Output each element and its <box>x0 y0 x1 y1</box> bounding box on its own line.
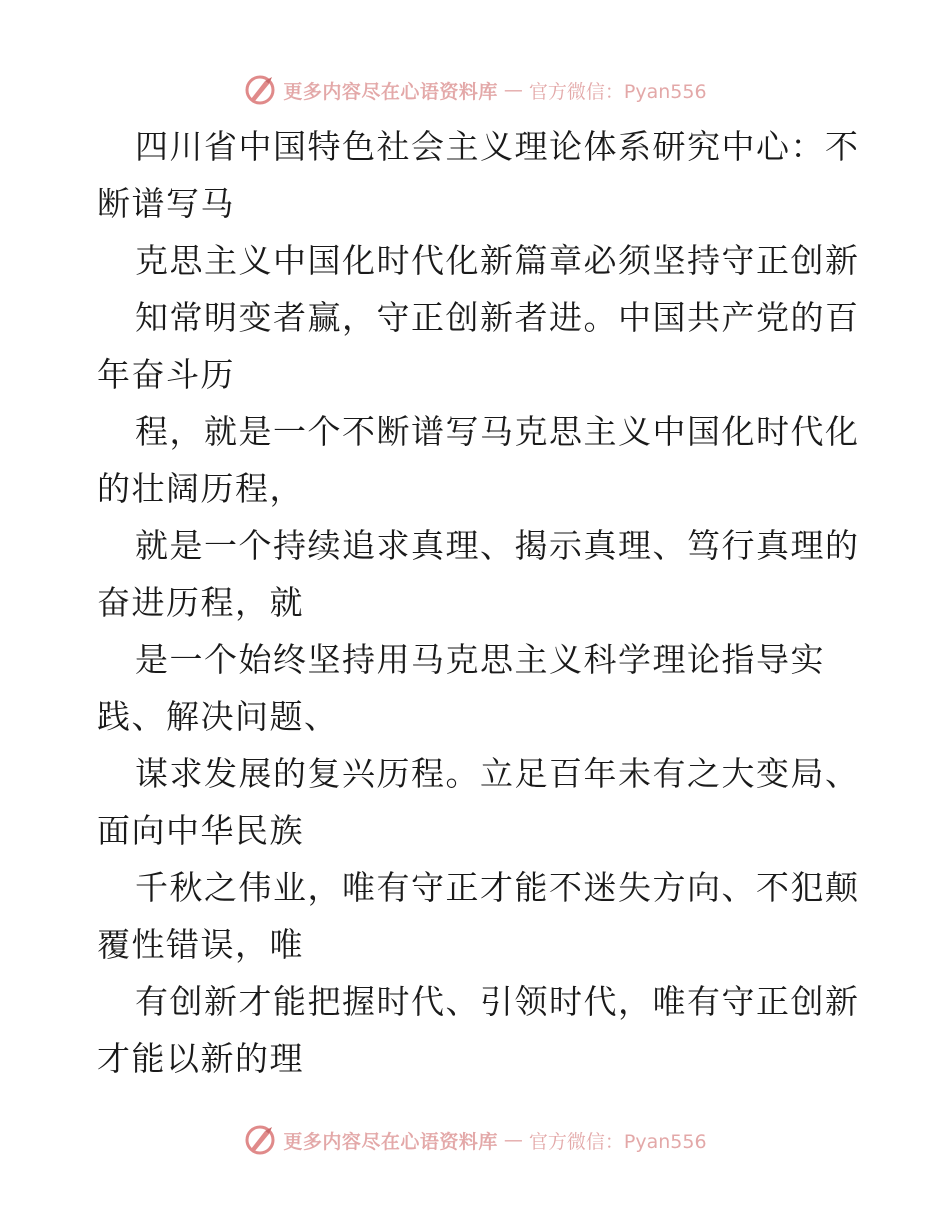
text-line: 年奋斗历 <box>97 355 235 394</box>
text-line: 知常明变者赢，守正创新者进。中国共产党的百 <box>135 298 860 337</box>
watermark-separator: — <box>503 1129 523 1151</box>
quill-logo-icon <box>243 73 277 107</box>
text-line: 是一个始终坚持用马克思主义科学理论指导实 <box>135 640 825 679</box>
document-body <box>97 118 860 1087</box>
text-line: 断谱写马 <box>97 184 235 223</box>
text-line: 千秋之伟业，唯有守正才能不迷失方向、不犯颠 <box>135 868 860 907</box>
text-line: 的壮阔历程， <box>97 469 304 508</box>
text-line: 四川省中国特色社会主义理论体系研究中心：不 <box>135 127 860 166</box>
quill-logo-icon <box>243 1123 277 1157</box>
watermark-brand: 更多内容尽在心语资料库 <box>283 80 498 103</box>
text-line: 才能以新的理 <box>97 1039 304 1078</box>
watermark-wechat: 官方微信：Pyan556 <box>528 80 707 103</box>
text-line: 程，就是一个不断谱写马克思主义中国化时代化 <box>135 412 860 451</box>
text-line: 有创新才能把握时代、引领时代，唯有守正创新 <box>135 982 860 1021</box>
watermark-separator: — <box>503 79 523 101</box>
text-line: 就是一个持续追求真理、揭示真理、笃行真理的 <box>135 526 860 565</box>
footer-watermark <box>0 1120 950 1160</box>
text-line: 奋进历程，就 <box>97 583 304 622</box>
watermark-brand: 更多内容尽在心语资料库 <box>283 1130 498 1153</box>
header-watermark <box>0 70 950 110</box>
text-line: 克思主义中国化时代化新篇章必须坚持守正创新 <box>135 241 860 280</box>
text-line: 践、解决问题、 <box>97 697 339 736</box>
text-line: 覆性错误，唯 <box>97 925 304 964</box>
watermark-wechat: 官方微信：Pyan556 <box>528 1130 707 1153</box>
text-line: 谋求发展的复兴历程。立足百年未有之大变局、 <box>135 754 860 793</box>
text-line: 面向中华民族 <box>97 811 304 850</box>
